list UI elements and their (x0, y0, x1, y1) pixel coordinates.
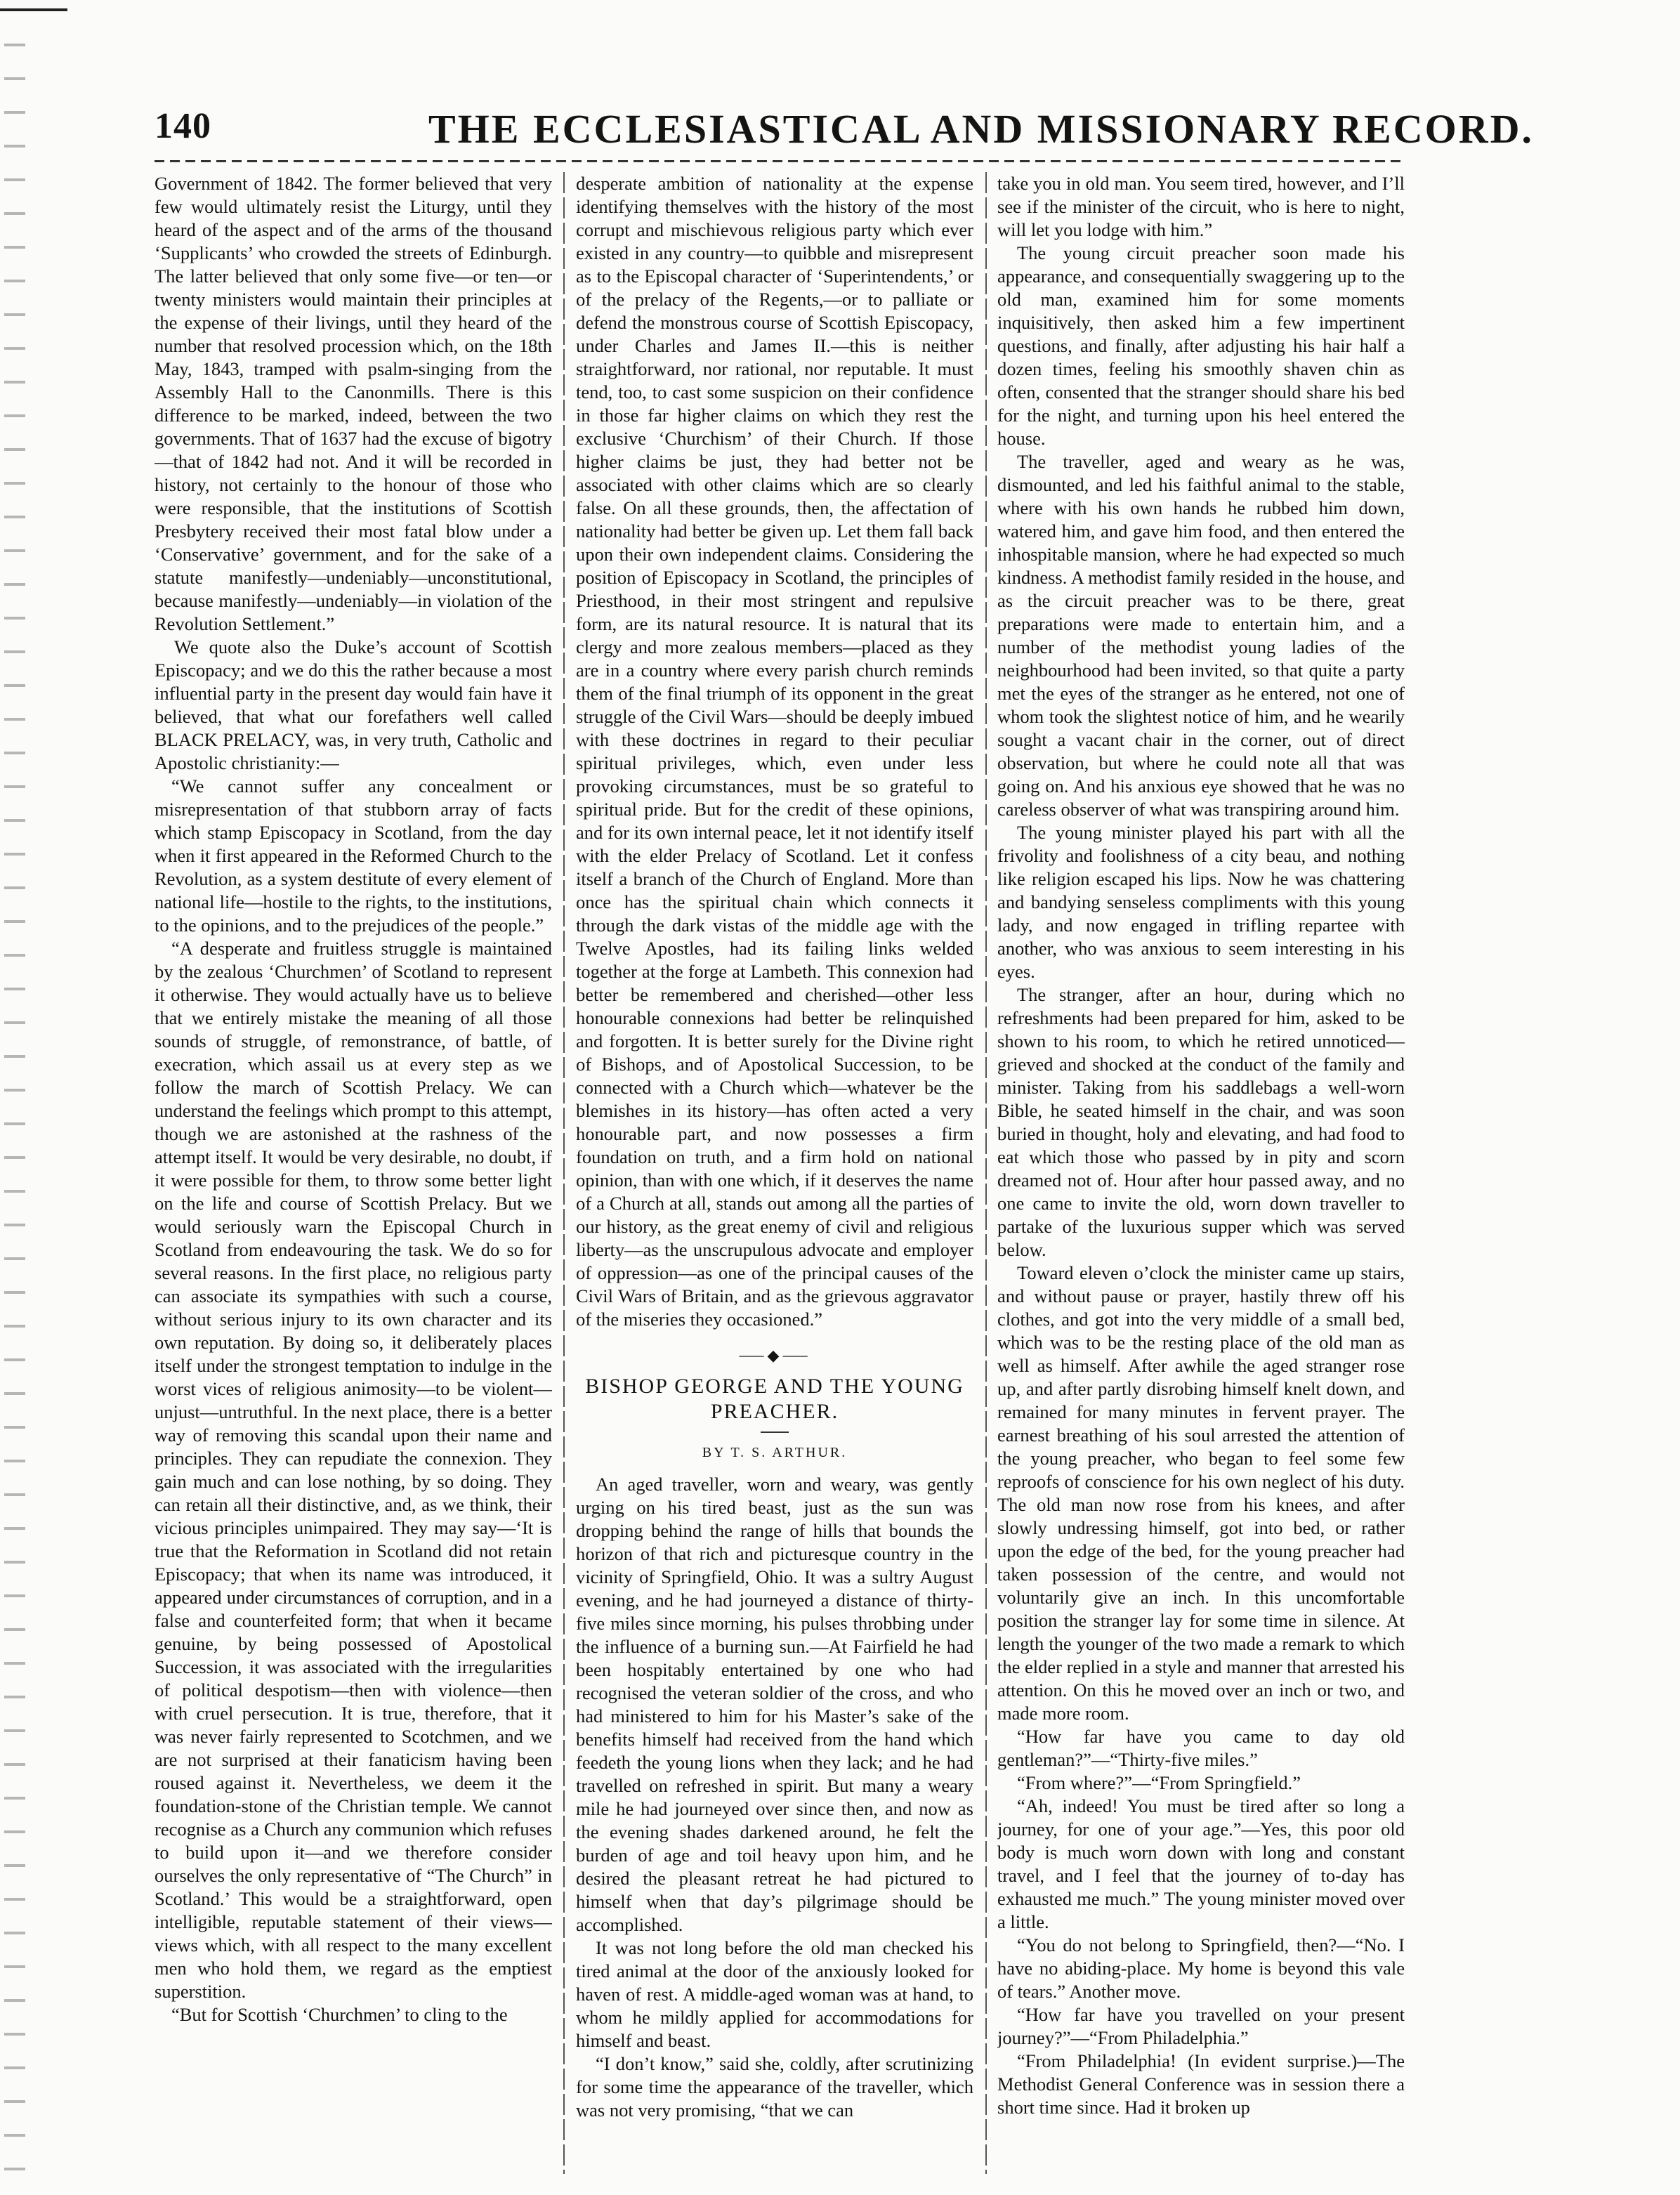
column-3 (997, 172, 1405, 2174)
paragraph: We quote also the Duke’s account of Scottish Episcopacy; and we do this the rather because a most influential party in the present day would fain have it believed, that what our forefathers well called BLACK PRELACY, was, in very truth, Catholic and Apostolic christianity:— (155, 636, 552, 773)
page-number: 140 (155, 106, 211, 146)
title-rule (761, 1431, 789, 1433)
paragraph: The young circuit preacher soon made his appearance, and consequentially swaggering up to the old man, examined him for some moments inquisitively, then asked him a few impertinent questions, and finally, after adjusting his hair half a dozen times, feeling his smoothly shaven chin as often, consented that the stranger should share his bed for the night, and turning upon his heel entered the house. (997, 242, 1405, 449)
journal-title: THE ECCLESIASTICAL AND MISSIONARY RECORD. (428, 106, 1534, 152)
column-divider (985, 172, 987, 2174)
paragraph: It was not long before the old man checked his tired animal at the door of the anxiously looked for haven of rest. A middle-aged woman was at hand, to whom he mildly applied for accommodations for himself and beast. (576, 1937, 973, 2051)
paragraph: “From where?”—“From Springfield.” (1017, 1772, 1301, 1793)
paragraph: “Ah, indeed! You must be tired after so long a journey, for one of your age.”—Yes, this poor old body is much worn down with long and constant travel, and I feel that the journey of to-day has exhausted me much.” The young minister moved over a little. (997, 1795, 1405, 1932)
section-ornament: ⸺◆⸺ (738, 1347, 811, 1364)
paragraph: “You do not belong to Springfield, then?—“No. I have no abiding-place. My home is beyond this vale of tears.” Another move. (997, 1934, 1405, 2002)
paragraph: “How far have you came to day old gentleman?”—“Thirty-five miles.” (997, 1726, 1405, 1770)
quoted-paragraph: “A desperate and fruitless struggle is maintained by the zealous ‘Churchmen’ of Scotland to represent it otherwise. They would actually have us to believe that we entirely mistake the meaning of all those sounds of struggle, of remonstrance, of battle, of execration, which assail us at every step as we follow the march of Scottish Prelacy. We can understand the feelings which prompt to this attempt, though we are astonished at the rashness of the attempt itself. It would be very desirable, no doubt, if it were possible for them, to throw some better light on the life and course of Scottish Prelacy. But we would seriously warn the Episcopal Church in Scotland from endeavouring the task. We do so for several reasons. In the first place, no religious party can associate its sympathies with such a course, without serious injury to its own character and its own reputation. By doing so, it deliberately places itself under the strongest temptation to indulge in the worst vices of religious animosity—to be violent—unjust—untruthful. In the next place, there is a better way of removing this scandal upon their name and principles. They can repudiate the connexion. They gain much and can lose nothing, by so doing. They can retain all their distinctive, and, as we think, their vicious principles unimpaired. They may say—‘It is true that the Reformation in Scotland did not retain Episcopacy; that when its name was introduced, it appeared under circumstances of corruption, and in a false and counterfeited form; that when it became genuine, by being possessed of Apostolical Succession, it was associated with the irregularities of political despotism—then with violence—then with cruel persecution. It is true, therefore, that it was never fairly represented to Scotchmen, and we are not surprised at their fanaticism having been roused against it. Nevertheless, we deem it the foundation-stone of the Christian temple. We cannot recognise as a Church any communion which refuses to build upon it—and we therefore consider ourselves the only representative of “The Church” in Scotland.’ This would be a straightforward, open intelligible, reputable statement of their views—views which, with all respect to the many excellent men who hold them, we regard as the emptiest superstition. (155, 938, 552, 2002)
paragraph: “From Philadelphia! (In evident surprise.)—The Methodist General Conference was in session there a short time since. Had it broken up (997, 2050, 1405, 2118)
header-rule (155, 160, 1405, 162)
top-rule (0, 8, 67, 11)
running-head (155, 105, 1534, 169)
paragraph: The young minister played his part with all the frivolity and foolishness of a city beau, and nothing like religion escaped his lips. Now he was chattering and bandying senseless compliments with this young lady, and now engaged in trifling repartee with another, who was anxious to seem interesting in his eyes. (997, 822, 1405, 982)
column-1 (155, 172, 552, 2174)
paragraph: Toward eleven o’clock the minister came up stairs, and without pause or prayer, hastily threw off his clothes, and got into the very middle of a small bed, which was to be the resting place of the old man as well as himself. After awhile the aged stranger rose up, and after partly disrobing himself knelt down, and remained for many minutes in fervent prayer. The earnest breathing of his soul arrested the attention of the young preacher, who began to feel some few reproofs of conscience for his own neglect of his duty. The old man now rose from his knees, and after slowly undressing himself, got into bed, or rather upon the edge of the bed, for the young preacher had taken possession of the centre, and would not voluntarily give an inch. In this uncomfortable position the stranger lay for some time in silence. At length the younger of the two made a remark to which the elder replied in a style and manner that arrested his attention. On this he moved over an inch or two, and made more room. (997, 1262, 1405, 1724)
column-divider (563, 172, 565, 2174)
byline: BY T. S. ARTHUR. (702, 1445, 848, 1460)
paragraph: take you in old man. You seem tired, however, and I’ll see if the minister of the circuit, who is here to night, will let you lodge with him.” (997, 173, 1405, 240)
paragraph: The stranger, after an hour, during which no refreshments had been prepared for him, asked to be shown to his room, to which he retired unnoticed—grieved and shocked at the conduct of the family and minister. Taking from his saddlebags a well-worn Bible, he seated himself in the chair, and was soon buried in thought, holy and elevating, and had food to eat which those who passed by in pity and scorn dreamed not of. Hour after hour passed away, and no one came to invite the old, worn down traveller to partake of the luxurious supper which was served below. (997, 984, 1405, 1260)
text-columns (155, 172, 1405, 2174)
article-title: BISHOP GEORGE AND THE YOUNG PREACHER. (585, 1375, 964, 1423)
paragraph: The traveller, aged and weary as he was, dismounted, and led his faithful animal to the stable, where with his own hands he rubbed him down, watered him, and gave him food, and then entered the inhospitable mansion, where he had expected so much kindness. A methodist family resided in the house, and as the circuit preacher was to be there, great preparations were made to entertain him, and a number of the methodist young ladies of the neighbourhood had been invited, so that quite a party met the eyes of the stranger as he entered, not one of whom took the slightest notice of him, and he wearily sought a vacant chair in the corner, out of direct observation, but where he could note all that was going on. And his anxious eye showed that he was no careless observer of what was transpiring around him. (997, 451, 1405, 820)
column-2 (576, 172, 973, 2174)
paragraph: “I don’t know,” said she, coldly, after scrutinizing for some time the appearance of the traveller, which was not very promising, “that we can (576, 2053, 973, 2121)
quoted-paragraph: “We cannot suffer any concealment or misrepresentation of that stubborn array of facts which stamp Episcopacy in Scotland, from the day when it first appeared in the Reformed Church to the Revolution, as a system destitute of every element of national life—hostile to the rights, to the institutions, to the opinions, and to the prejudices of the people.” (155, 775, 552, 936)
scanned-binding-edge (4, 28, 25, 2177)
paragraph: An aged traveller, worn and weary, was gently urging on his tired beast, just as the sun was dropping behind the range of hills that bounds the horizon of that rich and picturesque country in the vicinity of Springfield, Ohio. It was a sultry August evening, and he had journeyed a distance of thirty-five miles since morning, his pulses throbbing under the influence of a burning sun.—At Fairfield he had been hospitably entertained by one who had recognised the veteran soldier of the cross, and who had ministered to him for his Master’s sake of the benefits himself had received from the hand which feedeth the young lions when they lack; and he had travelled on refreshed in spirit. But many a weary mile he had journeyed over since then, and now as the evening shades darkened around, he felt the burden of age and toil heavy upon him, and he desired the pleasant retreat he had pictured to himself when that day’s pilgrimage should be accomplished. (576, 1474, 973, 1935)
paragraph: Government of 1842. The former believed that very few would ultimately resist the Liturgy, until they heard of the aspect and of the arms of the thousand ‘Supplicants’ who crowded the streets of Edinburgh. The latter believed that only some five—or ten—or twenty ministers would maintain their principles at the expense of their livings, until they heard of the number that resolved procession which, on the 18th May, 1843, tramped with psalm-singing from the Assembly Hall to the Canonmills. There is this difference to be marked, indeed, between the two governments. That of 1637 had the excuse of bigotry—that of 1842 had not. And it will be recorded in history, not certainly to the honour of those who were responsible, that the institutions of Scottish Presbytery received their most fatal blow under a ‘Conservative’ government, and for the sake of a statute manifestly—undeniably—unconstitutional, because manifestly—undeniably—in violation of the Revolution Settlement.” (155, 173, 552, 634)
paragraph: “How far have you travelled on your present journey?”—“From Philadelphia.” (997, 2004, 1405, 2048)
quoted-paragraph: “But for Scottish ‘Churchmen’ to cling to the (171, 2004, 508, 2025)
paragraph: desperate ambition of nationality at the expense identifying themselves with the history of the most corrupt and mischievous religious party which ever existed in any country—to quibble and misrepresent as to the Episcopal character of ‘Superintendents,’ or of the prelacy of the Regents,—or to palliate or defend the monstrous course of Scottish Episcopacy, under Charles and James II.—this is neither straightforward, nor rational, nor reputable. It must tend, too, to cast some suspicion on their confidence in those far higher claims on which they rest the exclusive ‘Churchism’ of their Church. If those higher claims be just, they had better not be associated with other claims which are so clearly false. On all these grounds, then, the affectation of nationality had better be given up. Let them fall back upon their own independent claims. Considering the position of Episcopacy in Scotland, the principles of Priesthood, in their most stringent and repulsive form, are its natural resource. It is natural that its clergy and more zealous members—placed as they are in a country where every parish church reminds them of the final triumph of its opponent in the great struggle of the Civil Wars—should be deeply imbued with these doctrines in regard to their peculiar spiritual privileges, which, even under less provoking circumstances, must be so grateful to spiritual pride. But for the credit of these opinions, and for its own internal peace, let it not identify itself with the elder Prelacy of Scotland. Let it confess itself a branch of the Church of England. More than once has the spiritual chain which connects it through the dark vistas of the middle age with the Twelve Apostles, had its failing links welded together at the forge at Lambeth. This connexion had better be remembered and cherished—other less honourable connexions had better be relinquished and forgotten. It is better surely for the Divine right of Bishops, and of Apostolical Succession, to be connected with a Church which—whatever be the blemishes in its history—has often acted a very honourable part, and now possesses a firm foundation on truth, and a firm hold on national opinion, than with one which, if it deserves the name of a Church at all, stands out among all the parties of our history, as the great enemy of civil and religious liberty—as the unscrupulous advocate and employer of oppression—as one of the principal causes of the Civil Wars of Britain, and as the grievous aggravator of the miseries they occasioned.” (576, 173, 973, 1330)
